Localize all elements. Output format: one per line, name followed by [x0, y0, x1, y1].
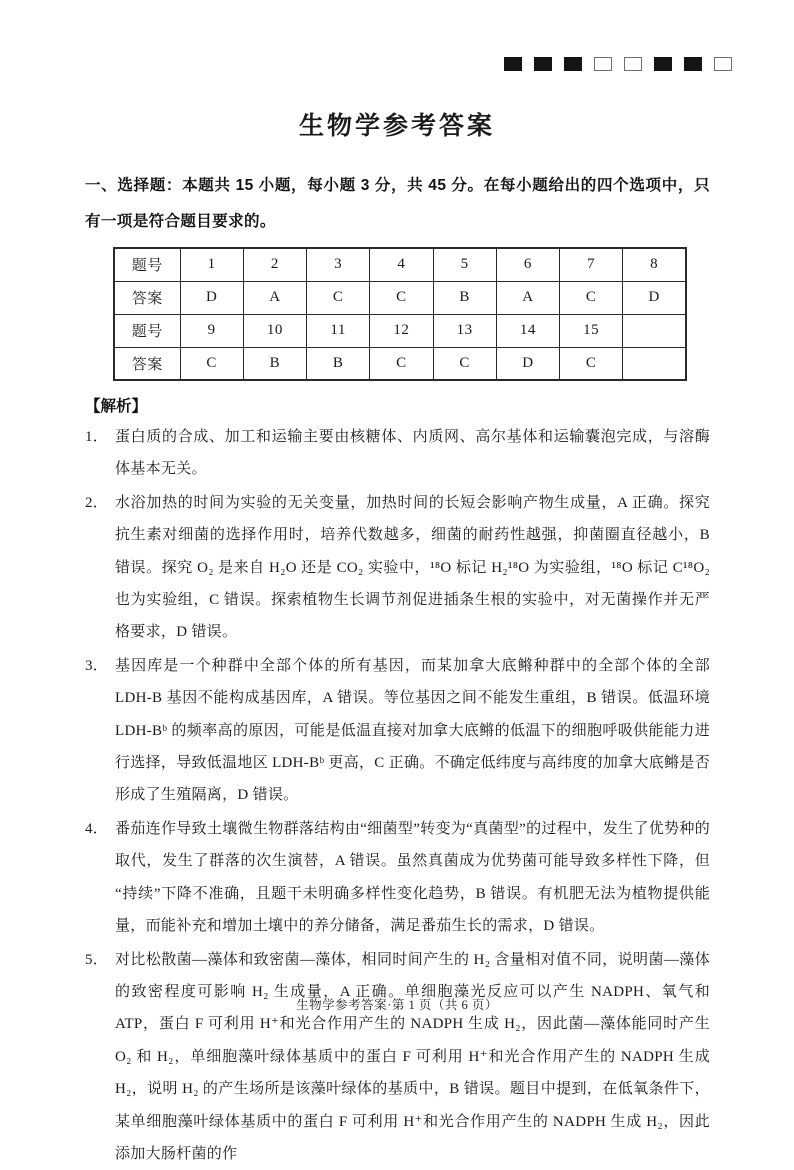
- table-cell: C: [370, 281, 433, 314]
- registration-marks: [504, 57, 732, 71]
- page-title: 生物学参考答案: [0, 0, 794, 142]
- table-cell: 8: [623, 248, 686, 281]
- table-cell: C: [560, 347, 623, 380]
- table-cell: 答案: [114, 281, 180, 314]
- table-cell: 6: [496, 248, 559, 281]
- item-text: 水浴加热的时间为实验的无关变量，加热时间的长短会影响产物生成量，A 正确。探究抗生素对细菌的选择作用时，培养代数越多，细菌的耐药性越强，抑菌圈直径越小，B 错误。探究 O₂ 是来自 H₂O 还是 CO₂ 实验中，¹⁸O 标记 H₂¹⁸O 为实验组，¹⁸O 标记 C¹⁸O₂ 也为实验组，C 错误。探索植物生长调节剂促进插条生根的实验中，对无菌操作并无严格要求，D 错误。: [115, 495, 710, 641]
- table-cell: 12: [370, 314, 433, 347]
- table-cell: B: [307, 347, 370, 380]
- item-number: 5．: [85, 944, 115, 976]
- filled-square-mark: [654, 57, 672, 71]
- table-cell: 15: [560, 314, 623, 347]
- filled-square-mark: [684, 57, 702, 71]
- table-cell: 题号: [114, 248, 180, 281]
- outline-square-mark: [714, 57, 732, 71]
- item-number: 4．: [85, 813, 115, 845]
- table-cell: 10: [243, 314, 306, 347]
- item-text: 对比松散菌—藻体和致密菌—藻体，相同时间产生的 H₂ 含量相对值不同，说明菌—藻体的致密程度可影响 H₂ 生成量，A 正确。单细胞藻光反应可以产生 NADPH、氧气和 ATP，蛋白 F 可利用 H⁺和光合作用产生的 NADPH 生成 H₂，因此菌—藻体能同时产生 O₂ 和 H₂，单细胞藻叶绿体基质中的蛋白 F 可利用 H⁺和光合作用产生的 NADPH 生成 H₂，说明 H₂ 的产生场所是该藻叶绿体的基质中，B 错误。题目中提到，在低氧条件下，某单细胞藻叶绿体基质中的蛋白 F 可利用 H⁺和光合作用产生的 NADPH 生成 H₂，因此添加大肠杆菌的作: [115, 952, 710, 1162]
- page-footer: 生物学参考答案·第 1 页（共 6 页）: [0, 995, 794, 1013]
- table-cell: [623, 314, 686, 347]
- filled-square-mark: [534, 57, 552, 71]
- table-cell: B: [243, 347, 306, 380]
- item-number: 1．: [85, 421, 115, 453]
- table-row: [114, 314, 686, 347]
- item-text: 蛋白质的合成、加工和运输主要由核糖体、内质网、高尔基体和运输囊泡完成，与溶酶体基本无关。: [115, 429, 710, 477]
- table-cell: C: [560, 281, 623, 314]
- filled-square-mark: [564, 57, 582, 71]
- item-number: 3．: [85, 650, 115, 682]
- table-cell: C: [307, 281, 370, 314]
- table-cell: 13: [433, 314, 496, 347]
- table-cell: D: [180, 281, 243, 314]
- page-content: [0, 168, 794, 1170]
- table-cell: 11: [307, 314, 370, 347]
- table-cell: 4: [370, 248, 433, 281]
- table-cell: C: [370, 347, 433, 380]
- table-cell: 7: [560, 248, 623, 281]
- table-cell: 1: [180, 248, 243, 281]
- table-cell: 5: [433, 248, 496, 281]
- table-cell: [623, 347, 686, 380]
- outline-square-mark: [624, 57, 642, 71]
- analysis-item-5: [85, 944, 710, 1170]
- outline-square-mark: [594, 57, 612, 71]
- table-cell: A: [243, 281, 306, 314]
- table-cell: B: [433, 281, 496, 314]
- table-cell: 3: [307, 248, 370, 281]
- section-one-heading: 一、选择题：本题共 15 小题，每小题 3 分，共 45 分。在每小题给出的四个选项中，只有一项是符合题目要求的。: [85, 168, 710, 240]
- table-cell: 2: [243, 248, 306, 281]
- table-cell: A: [496, 281, 559, 314]
- table-cell: C: [180, 347, 243, 380]
- analysis-item-4: [85, 813, 710, 943]
- table-cell: C: [433, 347, 496, 380]
- item-number: 2．: [85, 487, 115, 519]
- analysis-label: 【解析】: [85, 394, 710, 420]
- table-row: [114, 248, 686, 281]
- answer-table: [113, 247, 687, 381]
- table-cell: 题号: [114, 314, 180, 347]
- item-text: 番茄连作导致土壤微生物群落结构由“细菌型”转变为“真菌型”的过程中，发生了优势种的取代，发生了群落的次生演替，A 错误。虽然真菌成为优势菌可能导致多样性下降，但“持续”下降不准确，且题干未明确多样性变化趋势，B 错误。有机肥无法为植物提供能量，而能补充和增加土壤中的养分储备，满足番茄生长的需求，D 错误。: [115, 821, 710, 934]
- table-row: [114, 281, 686, 314]
- table-cell: 9: [180, 314, 243, 347]
- analysis-item-1: [85, 421, 710, 486]
- analysis-item-2: [85, 487, 710, 649]
- table-cell: D: [496, 347, 559, 380]
- table-cell: D: [623, 281, 686, 314]
- analysis-item-3: [85, 650, 710, 812]
- table-row: [114, 347, 686, 380]
- table-cell: 14: [496, 314, 559, 347]
- item-text: 基因库是一个种群中全部个体的所有基因，而某加拿大底鳉种群中的全部个体的全部 LDH-B 基因不能构成基因库，A 错误。等位基因之间不能发生重组，B 错误。低温环境 LDH-Bᵇ 的频率高的原因，可能是低温直接对加拿大底鳉的低温下的细胞呼吸供能能力进行选择，导致低温地区 LDH-Bᵇ 更高，C 正确。不确定低纬度与高纬度的加拿大底鳉是否形成了生殖隔离，D 错误。: [115, 658, 710, 804]
- table-cell: 答案: [114, 347, 180, 380]
- filled-square-mark: [504, 57, 522, 71]
